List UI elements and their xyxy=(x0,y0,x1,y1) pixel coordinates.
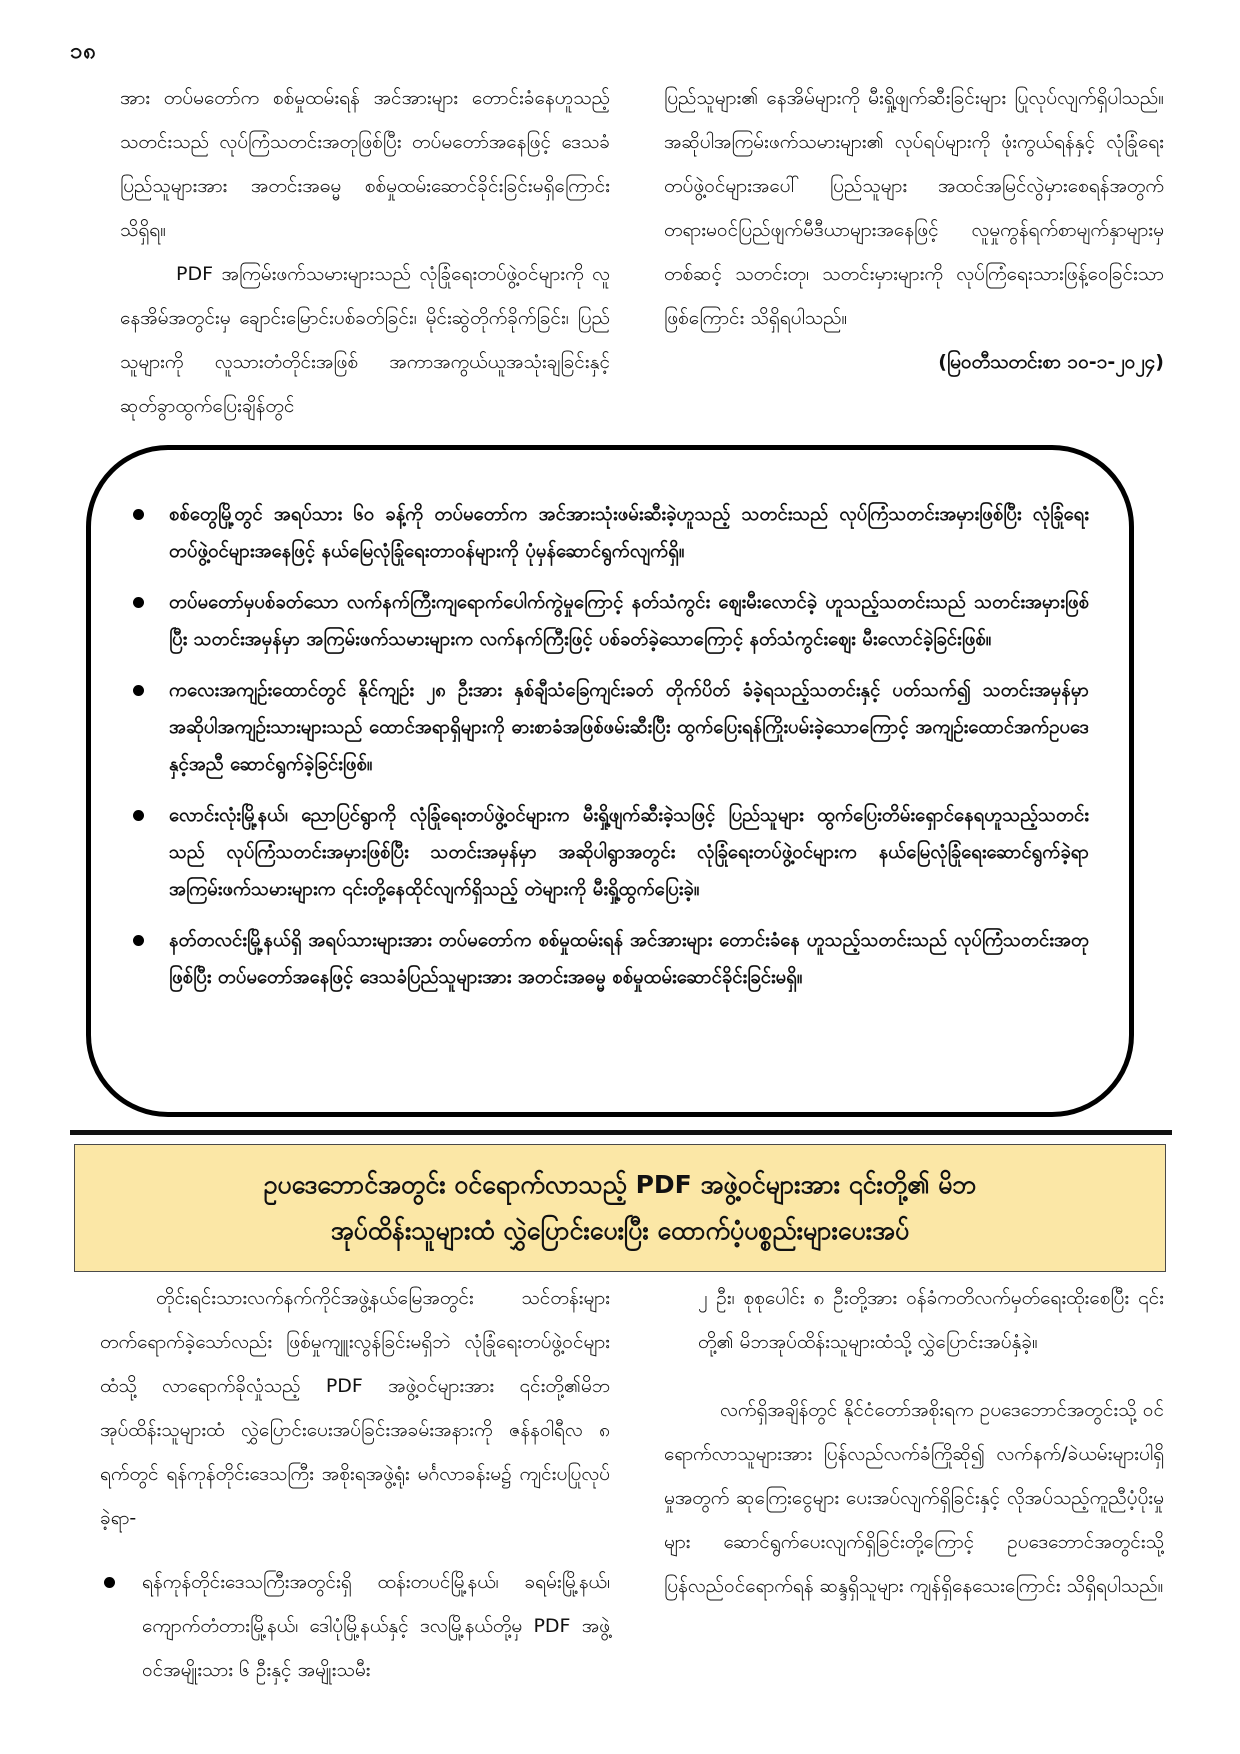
summary-item xyxy=(131,672,1089,783)
bottom-right-column xyxy=(664,1276,1164,1608)
headline-line-1: ဥပဒေဘောင်အတွင်း ဝင်ရောက်လာသည့် PDF အဖွဲ့ဝင်များအား ၎င်းတို့၏ မိဘ xyxy=(263,1170,977,1199)
article-paragraph: အား တပ်မတော်က စစ်မှုထမ်းရန် အင်အားများ တောင်းခံနေဟူသည့်သတင်းသည် လုပ်ကြံသတင်းအတုဖြစ်ပြီး တပ်မတော်အနေဖြင့် ဒေသခံပြည်သူများအား အတင်းအဓမ္မ စစ်မှုထမ်းဆောင်ခိုင်းခြင်းမရှိကြောင်း သိရှိရ။ xyxy=(120,87,610,241)
summary-item xyxy=(131,922,1089,996)
summary-text: တပ်မတော်မှပစ်ခတ်သော လက်နက်ကြီးကျရောက်ပေါက်ကွဲမှုကြောင့် နတ်သံကွင်း ဈေးမီးလောင်ခဲ့ ဟူသည့်သတင်းသည် သတင်းအမှားဖြစ်ပြီး သတင်းအမှန်မှာ အကြမ်းဖက်သမားများက လက်နက်ကြီးဖြင့် ပစ်ခတ်ခဲ့သောကြောင့် နတ်သံကွင်းဈေး မီးလောင်ခဲ့ခြင်းဖြစ်။ xyxy=(169,592,1089,650)
summary-item xyxy=(131,496,1089,570)
page-number: ၁၈ xyxy=(70,39,97,64)
article-paragraph: လက်ရှိအချိန်တွင် နိုင်ငံတော်အစိုးရက ဥပဒေဘောင်အတွင်းသို့ ဝင်ရောက်လာသူများအား ပြန်လည်လက်ခံကြိုဆို၍ လက်နက်/ခဲယမ်းများပါရှိမှုအတွက် ဆုကြေးငွေများ ပေးအပ်လျက်ရှိခြင်းနှင့် လိုအပ်သည့်ကူညီပံ့ပိုးမှုများ ဆောင်ရွက်ပေးလျက်ရှိခြင်းတို့ကြောင့် ဥပဒေဘောင်အတွင်းသို့ ပြန်လည်ဝင်ရောက်ရန် ဆန္ဒရှိသူများ ကျန်ရှိနေသေးကြောင်း သိရှိရပါသည်။ xyxy=(664,1399,1164,1597)
article-headline xyxy=(74,1144,1166,1272)
article-paragraph: ပြည်သူများ၏ နေအိမ်များကို မီးရှို့ဖျက်ဆီးခြင်းများ ပြုလုပ်လျက်ရှိပါသည်။ အဆိုပါအကြမ်းဖက်သမားများ၏ လုပ်ရပ်များကို ဖုံးကွယ်ရန်နှင့် လုံခြုံရေးတပ်ဖွဲ့ဝင်များအပေါ် ပြည်သူများ အထင်အမြင်လွဲမှားစေရန်အတွက် တရားမဝင်ပြည်ဖျက်မီဒီယာများအနေဖြင့် လူမှုကွန်ရက်စာမျက်နှာများမှတစ်ဆင့် သတင်းတု၊ သတင်းမှားများကို လုပ်ကြံရေးသားဖြန့်ဝေခြင်းသာဖြစ်ကြောင်း သိရှိရပါသည်။ xyxy=(664,87,1164,329)
bullet-icon xyxy=(133,685,144,696)
top-left-column xyxy=(120,76,610,428)
article-paragraph: ၂ ဦး၊ စုစုပေါင်း ၈ ဦးတို့အား ဝန်ခံကတိလက်မှတ်ရေးထိုးစေပြီး ၎င်းတို့၏ မိဘအုပ်ထိန်းသူများထံသို့ လွှဲပြောင်းအပ်နှံခဲ့။ xyxy=(698,1287,1164,1353)
summary-text: နတ်တလင်းမြို့နယ်ရှိ အရပ်သားများအား တပ်မတော်က စစ်မှုထမ်းရန် အင်အားများ တောင်းခံနေ ဟူသည့်သတင်းသည် လုပ်ကြံသတင်းအတုဖြစ်ပြီး တပ်မတော်အနေဖြင့် ဒေသခံပြည်သူများအား အတင်းအဓမ္မ စစ်မှုထမ်းဆောင်ခိုင်းခြင်းမရှိ။ xyxy=(169,930,1089,988)
summary-item xyxy=(131,584,1089,658)
bullet-icon xyxy=(133,509,144,520)
headline-line-2: အုပ်ထိန်းသူများထံ လွှဲပြောင်းပေးပြီး ထောက်ပံ့ပစ္စည်းများပေးအပ် xyxy=(330,1216,910,1245)
article-paragraph: PDF အကြမ်းဖက်သမားများသည် လုံခြုံရေးတပ်ဖွဲ့ဝင်များကို လူနေအိမ်အတွင်းမှ ချောင်းမြောင်းပစ်ခတ်ခြင်း၊ မိုင်းဆွဲတိုက်ခိုက်ခြင်း၊ ပြည်သူများကို လူသားတံတိုင်းအဖြစ် အကာအကွယ်ယူအသုံးချခြင်းနှင့် ဆုတ်ခွာထွက်ပြေးချိန်တွင် xyxy=(120,263,610,417)
article-paragraph: တိုင်းရင်းသားလက်နက်ကိုင်အဖွဲ့နယ်မြေအတွင်း သင်တန်းများ တက်ရောက်ခဲ့သော်လည်း ဖြစ်မှုကျူးလွန်ခြင်းမရှိဘဲ လုံခြုံရေးတပ်ဖွဲ့ဝင်များထံသို့ လာရောက်ခိုလှုံသည့် PDF အဖွဲ့ဝင်များအား ၎င်းတို့၏မိဘအုပ်ထိန်းသူများထံ လွှဲပြောင်းပေးအပ်ခြင်းအခမ်းအနားကို ဇန်နဝါရီလ ၈ ရက်တွင် ရန်ကုန်တိုင်းဒေသကြီး အစိုးရအဖွဲ့ရုံး မင်္ဂလာခန်းမ၌ ကျင်းပပြုလုပ်ခဲ့ရာ- xyxy=(100,1287,610,1529)
source-citation: (မြဝတီသတင်းစာ ၁၀-၁-၂၀၂၄) xyxy=(938,351,1164,373)
summary-item xyxy=(131,797,1089,908)
bottom-list xyxy=(100,1560,610,1692)
summary-text: လောင်းလုံးမြို့နယ်၊ ညောပြင်ရွာကို လုံခြုံရေးတပ်ဖွဲ့ဝင်များက မီးရှို့ဖျက်ဆီးခဲ့သဖြင့် ပြည်သူများ ထွက်ပြေးတိမ်းရှောင်နေရဟူသည့်သတင်းသည် လုပ်ကြံသတင်းအမှားဖြစ်ပြီး သတင်းအမှန်မှာ အဆိုပါရွာအတွင်း လုံခြုံရေးတပ်ဖွဲ့ဝင်များက နယ်မြေလုံခြုံရေးဆောင်ရွက်ခဲ့ရာ အကြမ်းဖက်သမားများက ၎င်းတို့နေထိုင်လျက်ရှိသည့် တဲများကို မီးရှို့ထွက်ပြေးခဲ့။ xyxy=(169,805,1089,900)
summary-list xyxy=(131,496,1089,1010)
bullet-icon xyxy=(133,935,144,946)
news-summary-box xyxy=(86,445,1134,1117)
bullet-icon xyxy=(104,1577,115,1588)
bullet-icon xyxy=(133,597,144,608)
bottom-left-column xyxy=(100,1276,610,1692)
summary-text: ကလေးအကျဉ်းထောင်တွင် နိုင်ကျဉ်း ၂၈ ဦးအား နှစ်ချီသံခြေကျင်းခတ် တိုက်ပိတ် ခံခဲ့ရသည့်သတင်းနှင့် ပတ်သက်၍ သတင်းအမှန်မှာ အဆိုပါအကျဉ်းသားများသည် ထောင်အရာရှိများကို ဓားစာခံအဖြစ်ဖမ်းဆီးပြီး ထွက်ပြေးရန်ကြိုးပမ်းခဲ့သောကြောင့် အကျဉ်းထောင်အက်ဥပဒေနှင့်အညီ ဆောင်ရွက်ခဲ့ခြင်းဖြစ်။ xyxy=(169,680,1089,775)
summary-text: စစ်တွေမြို့တွင် အရပ်သား ၆၀ ခန့်ကို တပ်မတော်က အင်အားသုံးဖမ်းဆီးခဲ့ဟူသည့် သတင်းသည် လုပ်ကြံသတင်းအမှားဖြစ်ပြီး လုံခြုံရေးတပ်ဖွဲ့ဝင်များအနေဖြင့် နယ်မြေလုံခြုံရေးတာဝန်များကို ပုံမှန်ဆောင်ရွက်လျက်ရှိ။ xyxy=(169,504,1089,562)
list-item xyxy=(100,1560,610,1692)
top-right-column xyxy=(664,76,1164,384)
section-divider xyxy=(70,1130,1172,1135)
bullet-icon xyxy=(133,810,144,821)
list-item-text: ရန်ကုန်တိုင်းဒေသကြီးအတွင်းရှိ ထန်းတပင်မြို့နယ်၊ ခရမ်းမြို့နယ်၊ ကျောက်တံတားမြို့နယ်၊ ဒေါပုံမြို့နယ်နှင့် ဒလမြို့နယ်တို့မှ PDF အဖွဲ့ဝင်အမျိုးသား ၆ ဦးနှင့် အမျိုးသမီး xyxy=(142,1571,610,1681)
